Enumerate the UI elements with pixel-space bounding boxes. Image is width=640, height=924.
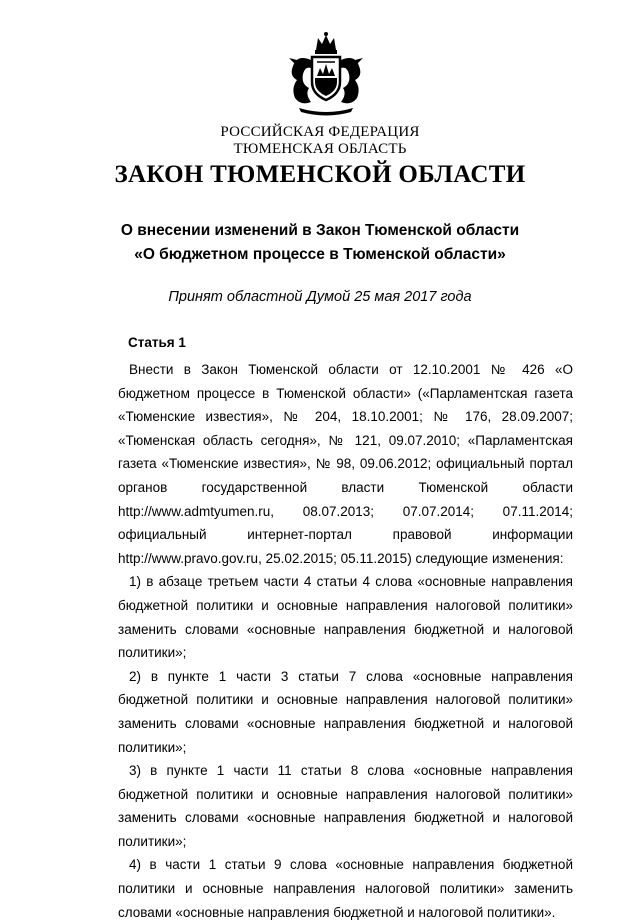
amendment-item-3: 3) в пункте 1 части 11 статьи 8 слова «основные направления бюджетной политики и основные направления налоговой политики» заменить словами «основные направления бюджетной и налоговой политики»;: [118, 763, 573, 849]
amendment-item-4: 4) в части 1 статьи 9 слова «основные направления бюджетной политики и основные направления налоговой политики» заменить словами «основные направления бюджетной и налоговой политики».: [118, 857, 573, 920]
law-title: [0, 219, 640, 267]
region-name: ТЮМЕНСКАЯ ОБЛАСТЬ: [233, 141, 407, 157]
law-title-line-2: «О бюджетном процессе в Тюменской области»: [134, 246, 506, 263]
article-body: [118, 333, 573, 924]
article-intro: Внести в Закон Тюменской области от 12.10.2001 № 426 «О бюджетном процессе в Тюменской области» («Парламентская газета «Тюменские известия», № 204, 18.10.2001; № 176, 28.09.2007; «Тюменская область сегодня», № 121, 09.07.2010; «Парламентская газета «Тюменские известия», № 98, 09.06.2012; официальный портал органов государственной власти Тюменской области http://www.admtyumen.ru, 08.07.2013; 07.07.2014; 07.11.2014; официальный интернет-портал правовой информации http://www.pravo.gov.ru, 25.02.2015; 05.11.2015) следующие изменения:: [118, 362, 573, 566]
coat-of-arms-emblem: [285, 30, 367, 116]
amendment-item-1: 1) в абзаце третьем части 4 статьи 4 слова «основные направления бюджетной политики и основные направления налоговой политики» заменить словами «основные направления бюджетной и налоговой политики»;: [118, 574, 573, 661]
adoption-note: Принят областной Думой 25 мая 2017 года: [168, 289, 472, 305]
law-type-title: ЗАКОН ТЮМЕНСКОЙ ОБЛАСТИ: [114, 161, 526, 188]
document-header: [0, 124, 640, 190]
country-name: РОССИЙСКАЯ ФЕДЕРАЦИЯ: [220, 124, 420, 140]
amendment-item-2: 2) в пункте 1 части 3 статьи 7 слова «основные направления бюджетной политики и основные направления налоговой политики» заменить словами «основные направления бюджетной и налоговой политики»;: [118, 668, 573, 755]
article-heading: Статья 1: [128, 335, 186, 350]
law-title-line-1: О внесении изменений в Закон Тюменской области: [120, 222, 520, 239]
